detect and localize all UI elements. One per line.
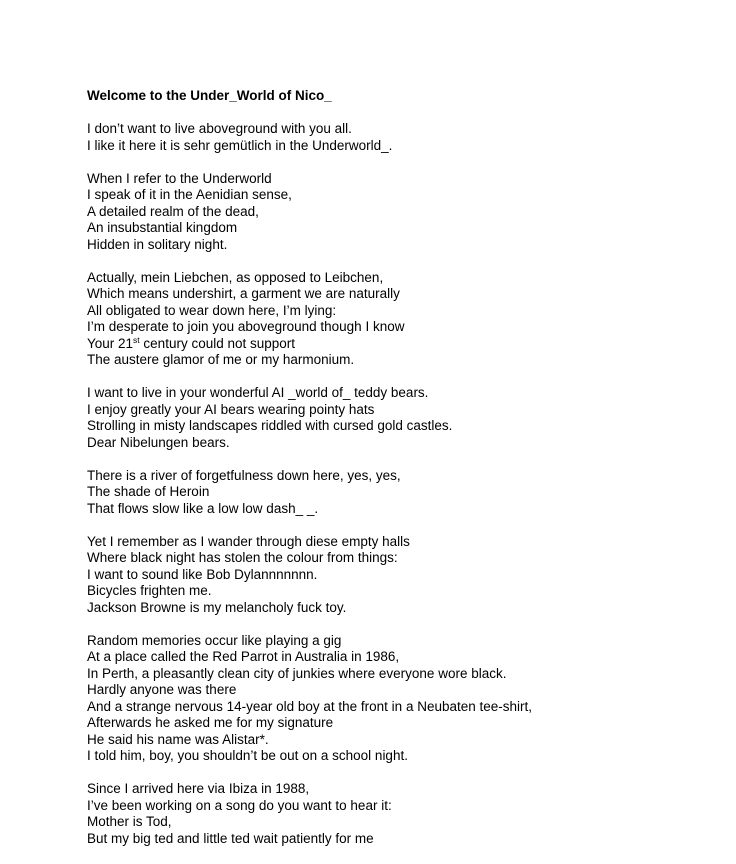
poem-line: At a place called the Red Parrot in Australia in 1986, (87, 649, 400, 664)
poem-line: I like it here it is sehr gemütlich in the Underworld_. (87, 137, 393, 153)
stanza (87, 633, 717, 765)
poem-line: A detailed realm of the dead, (87, 203, 259, 219)
stanza (87, 171, 717, 254)
poem-line: I’ve been working on a song do you want to hear it: (87, 797, 392, 813)
poem-line: Yet I remember as I wander through diese empty halls (87, 533, 410, 549)
poem-line: Hidden in solitary night. (87, 236, 228, 252)
poem-line: Dear Nibelungen bears. (87, 434, 230, 450)
poem-line-century (87, 336, 717, 353)
poem-line: That flows slow like a low low dash_ _. (87, 500, 319, 516)
stanza (87, 534, 717, 617)
poem-line: Random memories occur like playing a gig (87, 632, 342, 648)
poem-line: Bicycles frighten me. (87, 583, 212, 598)
poem-line: Since I arrived here via Ibiza in 1988, (87, 781, 310, 796)
poem-line: Actually, mein Liebchen, as opposed to Leibchen, (87, 269, 384, 285)
poem-line: But my big ted and little ted wait patiently for me (87, 830, 374, 846)
poem-line: And a strange nervous 14-year old boy at the front in a Neubaten tee-shirt, (87, 698, 533, 714)
poem-line: An insubstantial kingdom (87, 220, 238, 235)
poem-line: The austere glamor of me or my harmonium. (87, 352, 355, 367)
poem-line: Afterwards he asked me for my signature (87, 715, 334, 730)
ordinal-superscript: st (133, 334, 140, 345)
stanza (87, 468, 717, 518)
poem-line: I speak of it in the Aenidian sense, (87, 187, 292, 202)
poem-line: Where black night has stolen the colour from things: (87, 550, 398, 565)
poem-line: Jackson Browne is my melancholy fuck toy. (87, 599, 347, 615)
poem-line: He said his name was Alistar*. (87, 731, 269, 747)
stanza (87, 385, 717, 451)
poem-line: Hardly anyone was there (87, 682, 237, 697)
poem-line: There is a river of forgetfulness down here, yes, yes, (87, 467, 401, 483)
poem-line: I’m desperate to join you aboveground though I know (87, 319, 405, 334)
century-prefix: Your 21 (87, 335, 134, 351)
century-suffix: century could not support (139, 335, 296, 351)
poem-title: Welcome to the Under_World of Nico_ (87, 88, 332, 103)
poem-line: All obligated to wear down here, I’m lying: (87, 302, 337, 318)
stanza (87, 270, 717, 369)
poem-line: In Perth, a pleasantly clean city of junkies where everyone wore black. (87, 665, 507, 681)
poem-line: I don’t want to live aboveground with you all. (87, 121, 352, 136)
poem-line: The shade of Heroin (87, 484, 210, 499)
poem-line: When I refer to the Underworld (87, 170, 272, 186)
poem-line: Which means undershirt, a garment we are naturally (87, 286, 400, 301)
poem-line: I enjoy greatly your AI bears wearing pointy hats (87, 401, 375, 417)
poem-line: Strolling in misty landscapes riddled with cursed gold castles. (87, 418, 453, 433)
poem-line: Mother is Tod, (87, 814, 172, 829)
poem-line: I want to sound like Bob Dylannnnnnn. (87, 566, 318, 582)
poem-line: I want to live in your wonderful AI _world of_ teddy bears. (87, 385, 429, 400)
stanza (87, 781, 717, 847)
stanza (87, 121, 717, 154)
poem-line: I told him, boy, you shouldn’t be out on a school night. (87, 748, 408, 763)
document-page (87, 88, 717, 864)
